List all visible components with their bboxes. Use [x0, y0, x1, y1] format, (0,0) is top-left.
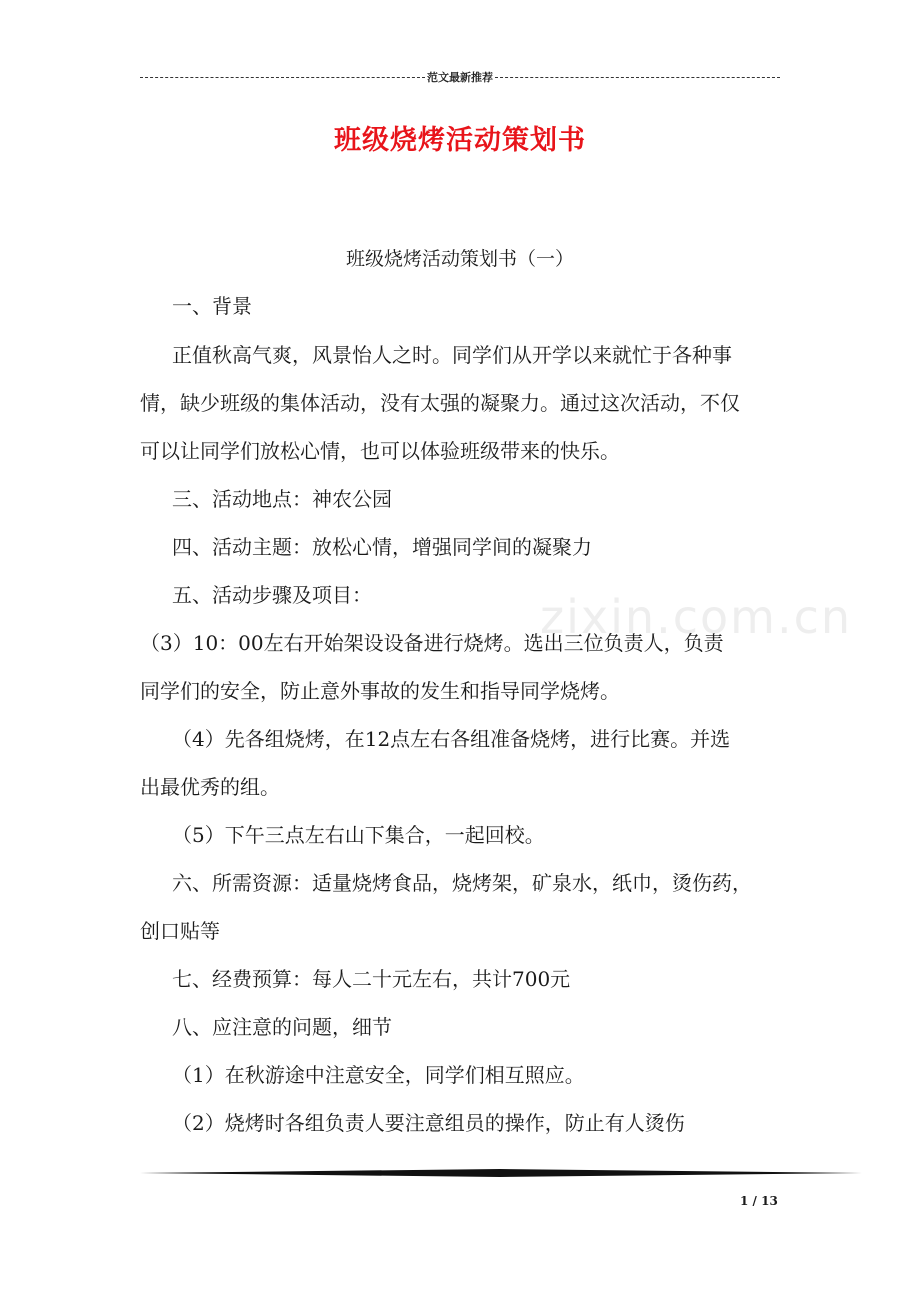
body-line: （1）在秋游途中注意安全，同学们相互照应。 [172, 1063, 585, 1087]
body-line: 六、所需资源：适量烧烤食品，烧烤架，矿泉水，纸巾，烫伤药， [172, 871, 752, 895]
header-banner [140, 69, 780, 85]
body-line: （3）10：00左右开始架设设备进行烧烤。选出三位负责人，负责 [140, 631, 724, 655]
body-line: 四、活动主题：放松心情，增强同学间的凝聚力 [172, 535, 592, 559]
page-number: 1 / 13 [740, 1194, 778, 1208]
footer-rule [140, 1168, 862, 1178]
document-title: 班级烧烤活动策划书 [334, 125, 586, 156]
body-line: （2）烧烤时各组负责人要注意组员的操作，防止有人烫伤 [172, 1111, 685, 1135]
body-line: （4）先各组烧烤，在12点左右各组准备烧烤，进行比赛。并选 [172, 727, 731, 751]
body-line: 出最优秀的组。 [140, 775, 280, 799]
section-heading: 班级烧烤活动策划书（一） [345, 248, 574, 270]
body-line: （5）下午三点左右山下集合，一起回校。 [172, 823, 545, 847]
body-line: 正值秋高气爽，风景怡人之时。同学们从开学以来就忙于各种事 [172, 343, 732, 367]
header-dash-left [140, 77, 425, 78]
body-line: 五、活动步骤及项目： [172, 583, 372, 607]
watermark: zixin.com.cn [540, 590, 853, 644]
body-line: 同学们的安全，防止意外事故的发生和指导同学烧烤。 [140, 679, 620, 703]
body-line: 三、活动地点：神农公园 [172, 487, 392, 511]
header-banner-text: 范文最新推荐 [427, 71, 493, 84]
header-dash-right [495, 77, 780, 78]
body-line: 情，缺少班级的集体活动，没有太强的凝聚力。通过这次活动，不仅 [140, 391, 740, 415]
body-line: 七、经费预算：每人二十元左右，共计700元 [172, 967, 571, 991]
body-line: 创口贴等 [140, 919, 220, 943]
body-line: 可以让同学们放松心情，也可以体验班级带来的快乐。 [140, 439, 620, 463]
body-line: 八、应注意的问题，细节 [172, 1015, 392, 1039]
body-line: 一、背景 [172, 294, 252, 318]
